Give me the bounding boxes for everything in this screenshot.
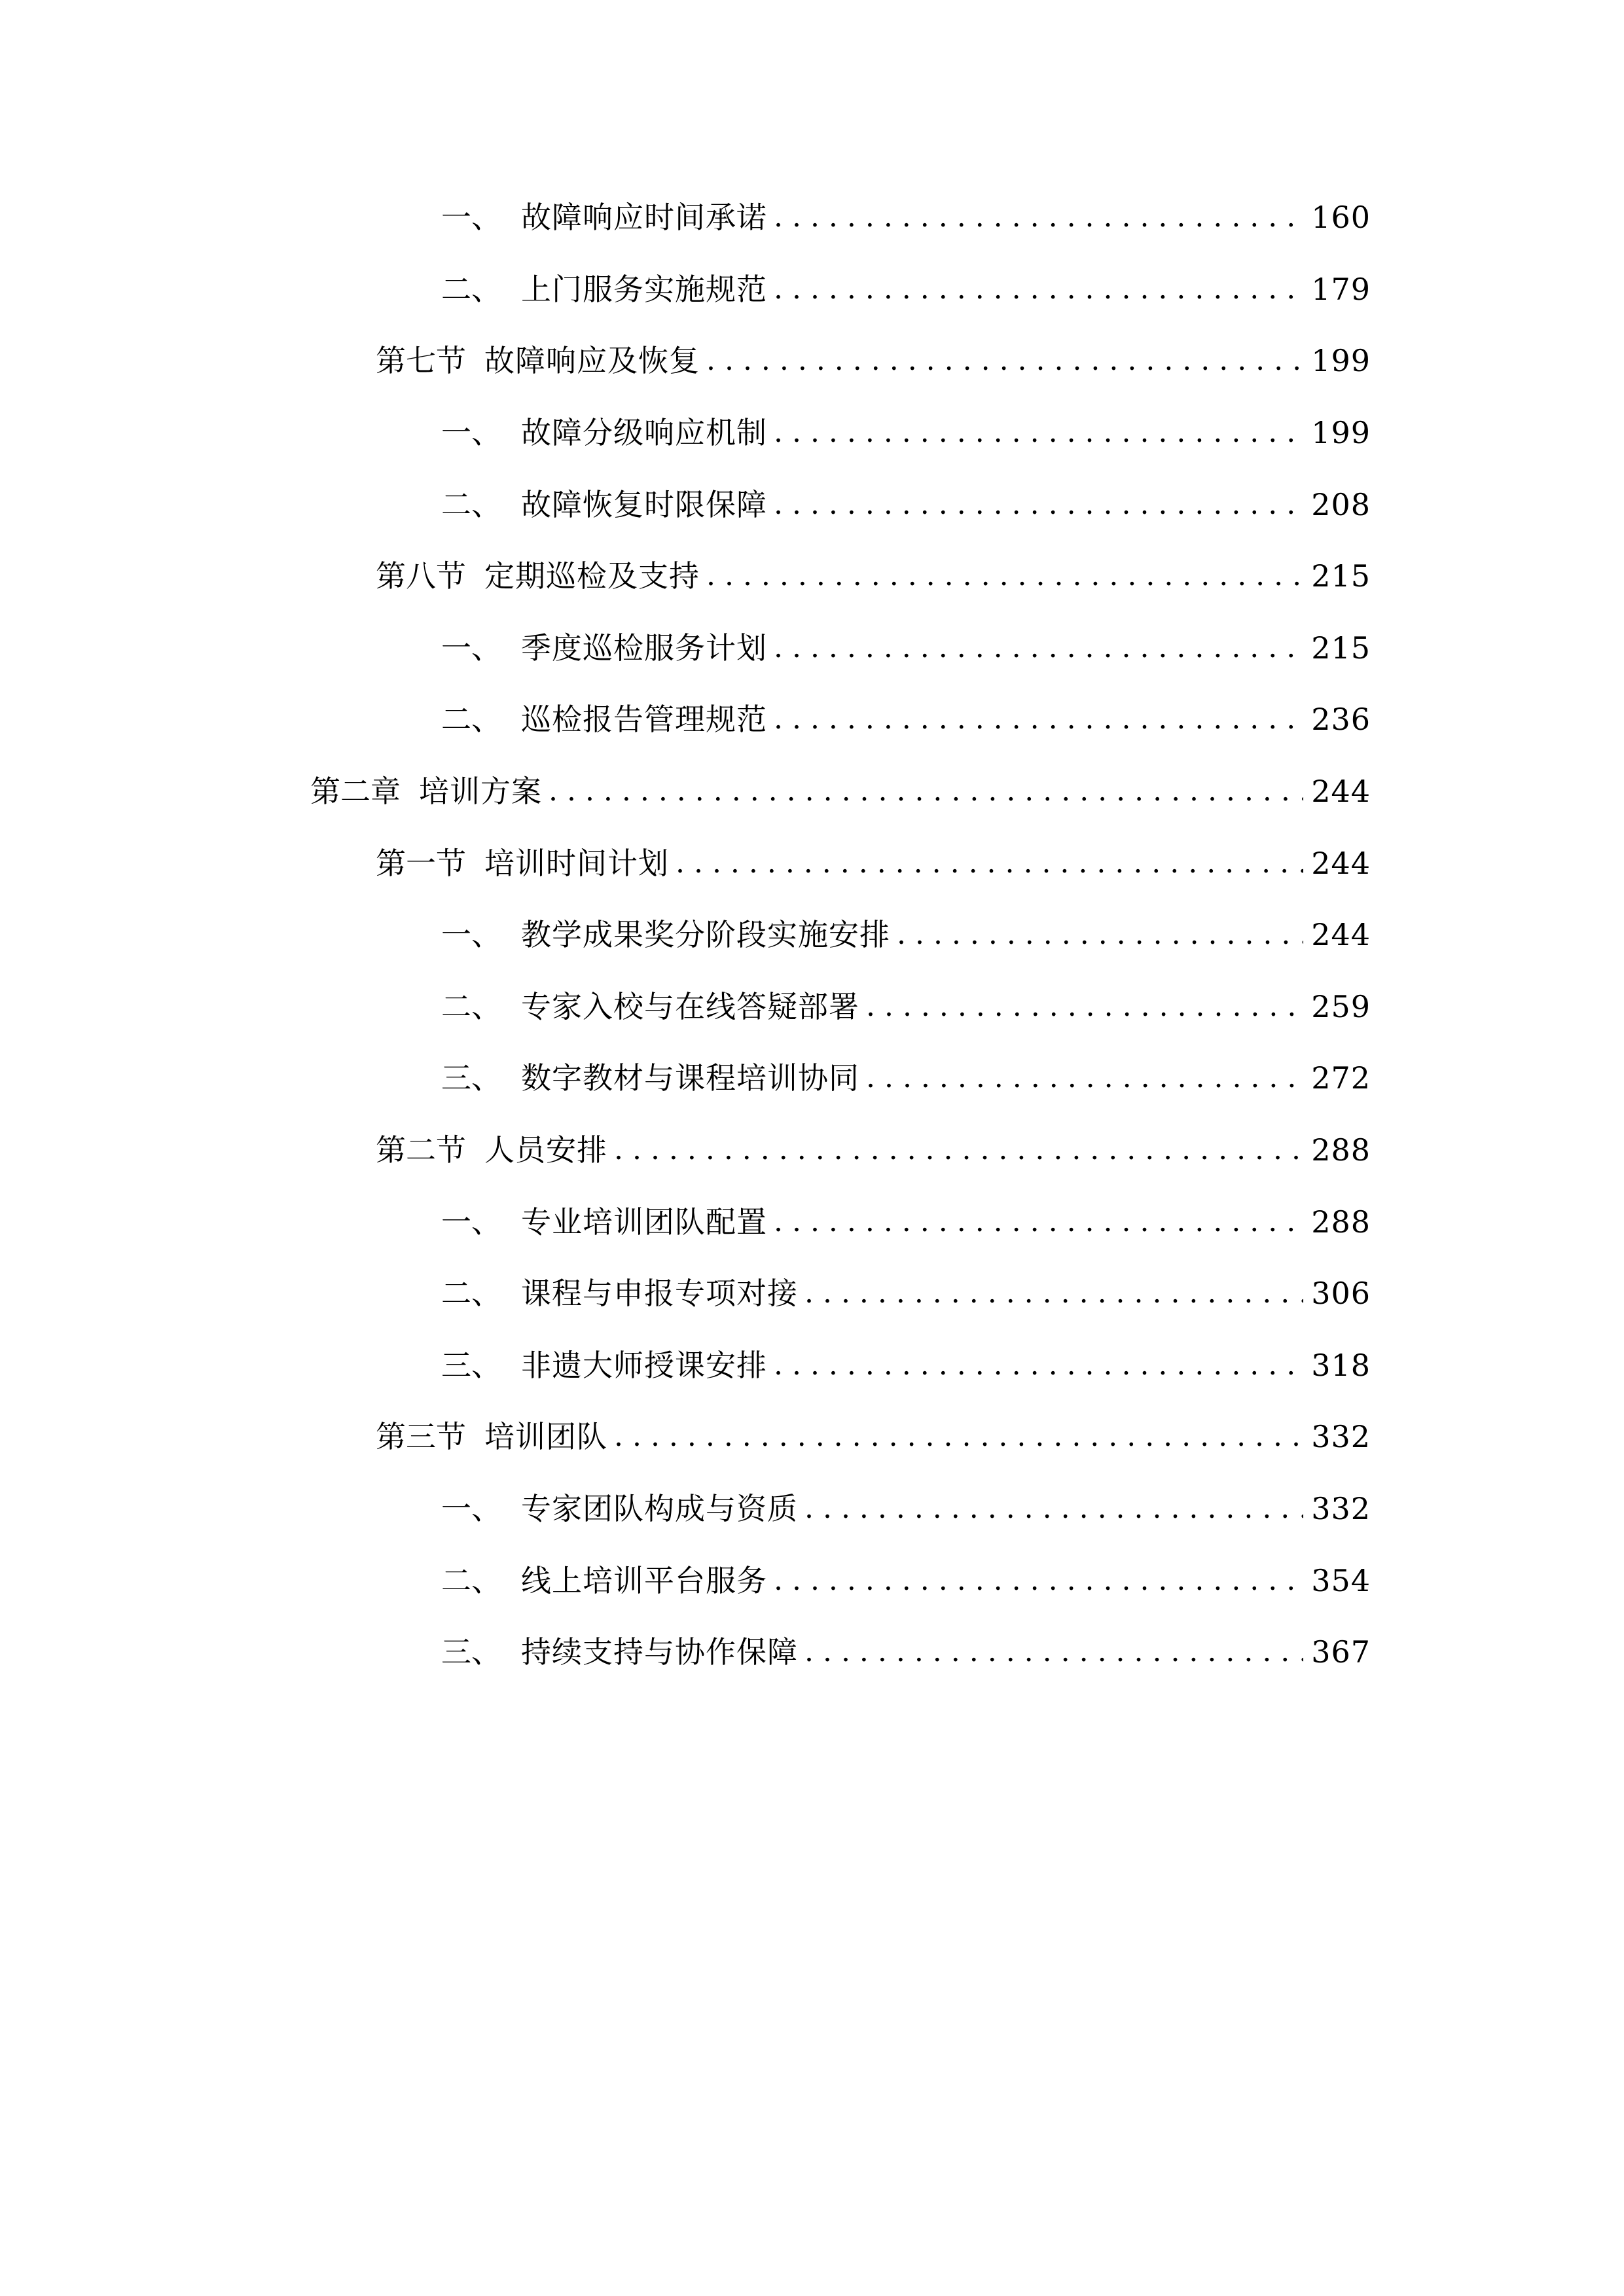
toc-entry-number: 三、 bbox=[441, 1634, 501, 1670]
toc-entry[interactable] bbox=[376, 837, 1371, 889]
toc-entry-title: 巡检报告管理规范 bbox=[521, 702, 767, 737]
dot-leader bbox=[706, 334, 1303, 387]
toc-entry-title: 故障响应时间承诺 bbox=[521, 200, 767, 235]
toc-entry[interactable] bbox=[441, 263, 1371, 315]
toc-entry-title: 故障分级响应机制 bbox=[521, 415, 767, 450]
toc-entry-number: 一、 bbox=[441, 1491, 501, 1526]
toc-page-number: 259 bbox=[1311, 989, 1371, 1024]
toc-page-number: 318 bbox=[1311, 1348, 1371, 1383]
toc-entry-title: 季度巡检服务计划 bbox=[521, 630, 767, 666]
toc-page-number: 367 bbox=[1311, 1634, 1371, 1670]
toc-page-number: 244 bbox=[1311, 846, 1371, 881]
toc-entry-number: 一、 bbox=[441, 917, 501, 952]
toc-page-number: 199 bbox=[1311, 415, 1371, 450]
toc-entry-number: 三、 bbox=[441, 1348, 501, 1383]
dot-leader bbox=[614, 1410, 1303, 1463]
toc-entry-number: 二、 bbox=[441, 487, 501, 522]
dot-leader bbox=[866, 980, 1303, 1033]
toc-entry-title: 专家团队构成与资质 bbox=[521, 1491, 798, 1526]
toc-entry-number: 一、 bbox=[441, 630, 501, 666]
toc-entry-number: 二、 bbox=[441, 702, 501, 737]
toc-entry-number: 第八节 bbox=[376, 558, 466, 594]
toc-entry[interactable] bbox=[310, 765, 1371, 817]
toc-entry-title: 培训团队 bbox=[484, 1419, 607, 1454]
toc-entry-title: 培训方案 bbox=[419, 774, 542, 809]
toc-page-number: 160 bbox=[1311, 200, 1371, 235]
dot-leader bbox=[774, 406, 1303, 459]
toc-entry[interactable] bbox=[441, 1052, 1371, 1104]
dot-leader bbox=[804, 1267, 1303, 1319]
dot-leader bbox=[774, 622, 1303, 674]
toc-entry-number: 二、 bbox=[441, 989, 501, 1024]
dot-leader bbox=[549, 765, 1303, 817]
toc-entry[interactable] bbox=[376, 1410, 1371, 1463]
toc-entry-number: 二、 bbox=[441, 1276, 501, 1311]
toc-entry[interactable] bbox=[441, 406, 1371, 459]
toc-entry-title: 故障恢复时限保障 bbox=[521, 487, 767, 522]
toc-page-number: 208 bbox=[1311, 487, 1371, 522]
toc-entry[interactable] bbox=[441, 980, 1371, 1033]
toc-page-number: 272 bbox=[1311, 1060, 1371, 1096]
dot-leader bbox=[804, 1482, 1303, 1535]
toc-entry[interactable] bbox=[441, 1626, 1371, 1678]
toc-entry-title: 故障响应及恢复 bbox=[484, 343, 700, 378]
dot-leader bbox=[897, 908, 1303, 961]
toc-entry-title: 课程与申报专项对接 bbox=[521, 1276, 798, 1311]
dot-leader bbox=[774, 693, 1303, 745]
toc-entry-number: 第二节 bbox=[376, 1132, 466, 1168]
toc-entry[interactable] bbox=[441, 908, 1371, 961]
toc-page-number: 288 bbox=[1311, 1132, 1371, 1168]
toc-entry-number: 第三节 bbox=[376, 1419, 466, 1454]
toc-entry[interactable] bbox=[441, 191, 1371, 243]
dot-leader bbox=[774, 191, 1303, 243]
toc-entry-number: 二、 bbox=[441, 272, 501, 307]
dot-leader bbox=[774, 1339, 1303, 1391]
toc-entry-title: 培训时间计划 bbox=[484, 846, 669, 881]
toc-entry-title: 教学成果奖分阶段实施安排 bbox=[521, 917, 890, 952]
toc-entry-title: 人员安排 bbox=[484, 1132, 607, 1168]
toc-entry-number: 一、 bbox=[441, 200, 501, 235]
toc-entry-number: 二、 bbox=[441, 1563, 501, 1598]
toc-page-number: 306 bbox=[1311, 1276, 1371, 1311]
dot-leader bbox=[774, 263, 1303, 315]
toc-page-number: 288 bbox=[1311, 1204, 1371, 1240]
dot-leader bbox=[676, 837, 1303, 889]
toc-entry-number: 一、 bbox=[441, 1204, 501, 1240]
toc-entry-title: 上门服务实施规范 bbox=[521, 272, 767, 307]
toc-entry[interactable] bbox=[376, 1124, 1371, 1176]
toc-entry-number: 一、 bbox=[441, 415, 501, 450]
toc-page-number: 236 bbox=[1311, 702, 1371, 737]
toc-page-number: 244 bbox=[1311, 774, 1371, 809]
toc-entry-title: 持续支持与协作保障 bbox=[521, 1634, 798, 1670]
toc-entry[interactable] bbox=[441, 478, 1371, 531]
dot-leader bbox=[774, 1196, 1303, 1248]
toc-entry[interactable] bbox=[376, 550, 1371, 602]
toc-page-number: 215 bbox=[1311, 630, 1371, 666]
toc-entry-number: 第七节 bbox=[376, 343, 466, 378]
toc-entry-title: 非遗大师授课安排 bbox=[521, 1348, 767, 1383]
toc-entry[interactable] bbox=[441, 1339, 1371, 1391]
dot-leader bbox=[804, 1626, 1303, 1678]
toc-entry[interactable] bbox=[376, 334, 1371, 387]
dot-leader bbox=[774, 478, 1303, 531]
toc-entry[interactable] bbox=[441, 1267, 1371, 1319]
dot-leader bbox=[706, 550, 1303, 602]
toc-entry-title: 专业培训团队配置 bbox=[521, 1204, 767, 1240]
toc-page-number: 179 bbox=[1311, 272, 1371, 307]
toc-entry[interactable] bbox=[441, 1554, 1371, 1607]
toc-entry-title: 专家入校与在线答疑部署 bbox=[521, 989, 859, 1024]
toc-entry[interactable] bbox=[441, 1196, 1371, 1248]
toc-page-number: 199 bbox=[1311, 343, 1371, 378]
toc-page-number: 354 bbox=[1311, 1563, 1371, 1598]
toc-entry-number: 第二章 bbox=[310, 774, 401, 809]
toc-entry[interactable] bbox=[441, 1482, 1371, 1535]
dot-leader bbox=[774, 1554, 1303, 1607]
toc-page-number: 332 bbox=[1311, 1419, 1371, 1454]
dot-leader bbox=[866, 1052, 1303, 1104]
dot-leader bbox=[614, 1124, 1303, 1176]
toc-entry-number: 三、 bbox=[441, 1060, 501, 1096]
toc-entry-title: 线上培训平台服务 bbox=[521, 1563, 767, 1598]
toc-page-number: 215 bbox=[1311, 558, 1371, 594]
toc-entry[interactable] bbox=[441, 693, 1371, 745]
toc-entry-number: 第一节 bbox=[376, 846, 466, 881]
toc-entry-title: 数字教材与课程培训协同 bbox=[521, 1060, 859, 1096]
toc-entry[interactable] bbox=[441, 622, 1371, 674]
toc-page-number: 244 bbox=[1311, 917, 1371, 952]
toc-entry-title: 定期巡检及支持 bbox=[484, 558, 700, 594]
toc-page-number: 332 bbox=[1311, 1491, 1371, 1526]
